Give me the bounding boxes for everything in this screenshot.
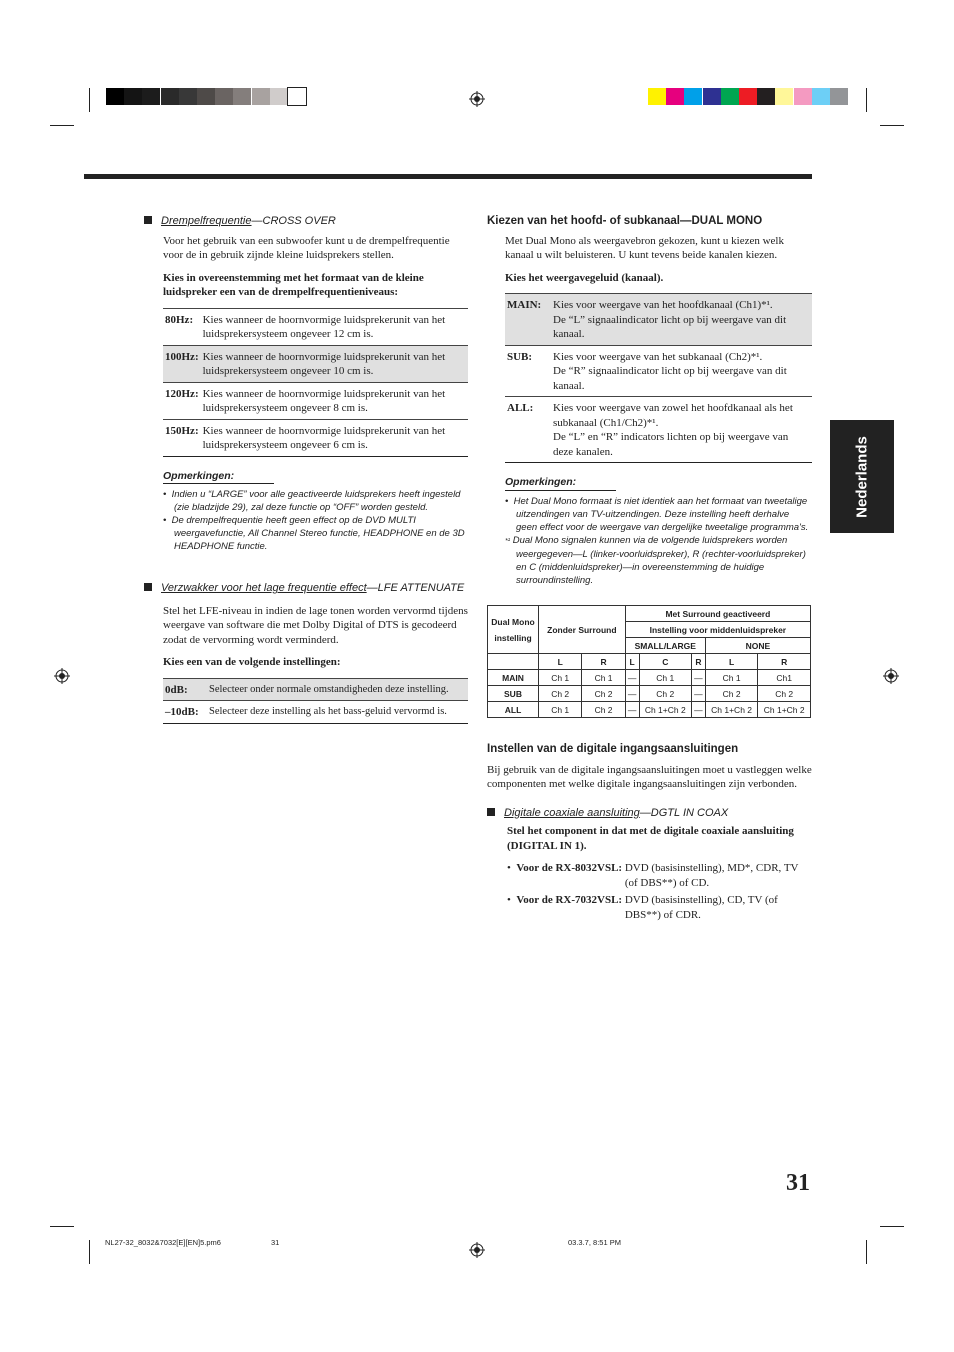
registration-mark-icon — [469, 1242, 485, 1258]
table-cell: Ch 1 — [639, 670, 692, 686]
digital-input-intro: Bij gebruik van de digitale ingangsaansluitingen moet u vastleggen welke componenten met welke digitale ingangsaansluitingen zijn verbonden. — [487, 763, 812, 790]
table-cell: Ch 1+Ch 2 — [639, 702, 692, 718]
option-text: Kies voor weergave van zowel het hoofdkanaal als het subkanaal (Ch1/Ch2)*¹. — [553, 402, 793, 429]
crop-mark — [50, 1226, 74, 1227]
dgtl-in-coax-heading — [487, 806, 812, 821]
option-text: Kies wanneer de hoornvormige luidsprekerunit van het luidsprekersysteem ongeveer 12 cm is. — [201, 308, 468, 345]
option-text: Kies wanneer de hoornvormige luidsprekerunit van het luidsprekersysteem ongeveer 6 cm is. — [201, 419, 468, 456]
row-label: SUB — [488, 686, 539, 702]
option-key: 80Hz: — [163, 308, 201, 345]
crossover-options-table — [163, 308, 468, 457]
table-cell: Ch 2 — [582, 686, 625, 702]
table-header-text: instelling — [494, 632, 532, 643]
option-row — [163, 701, 468, 724]
color-swatch — [252, 88, 270, 105]
color-swatch — [666, 88, 684, 105]
registration-mark-icon — [883, 668, 899, 684]
option-key: 100Hz: — [163, 345, 201, 382]
surround-mapping-table — [487, 605, 811, 718]
option-text: Kies wanneer de hoornvormige luidsprekerunit van het luidsprekersysteem ongeveer 8 cm is. — [201, 382, 468, 419]
color-swatch — [703, 88, 721, 105]
lfe-options-table — [163, 678, 468, 724]
option-key: MAIN: — [505, 294, 551, 346]
color-swatch — [721, 88, 739, 105]
table-header — [488, 606, 539, 654]
table-cell: Ch 1 — [539, 702, 582, 718]
table-cell: Ch 1 — [705, 670, 758, 686]
header-rule — [84, 174, 812, 179]
row-label: MAIN — [488, 670, 539, 686]
option-text-cell — [551, 345, 812, 397]
note-item: • Het Dual Mono formaat is niet identiek aan het formaat van tweetalige uitzendingen van TV-uitzendingen. Deze instelling heeft derhalve geen effect voor de weergave van dergelijke tweetalige programma's. — [505, 495, 809, 533]
table-cell: — — [625, 702, 639, 718]
footer-file: NL27-32_8032&7032[E][EN]5.pm6 — [105, 1238, 221, 1247]
table-header: NONE — [705, 638, 810, 654]
model-key: Voor de RX-8032VSL: — [516, 862, 623, 874]
table-cell: Ch 1 — [539, 670, 582, 686]
table-cell: — — [625, 670, 639, 686]
cross-over-instruction: Kies in overeenstemming met het formaat van de kleine luidspreker een van de drempelfrequentieniveaus: — [163, 271, 424, 298]
color-swatch — [215, 88, 233, 105]
lfe-instruction: Kies een van de volgende instellingen: — [163, 656, 341, 668]
cross-over-heading — [144, 214, 468, 229]
table-header-text: Dual Mono — [491, 616, 535, 627]
option-text-cell — [551, 397, 812, 463]
column-header: L — [625, 654, 639, 670]
lfe-title: Verzwakker voor het lage frequentie effect — [161, 582, 367, 594]
color-swatch — [124, 88, 142, 105]
color-swatch — [142, 88, 160, 105]
color-swatch — [197, 88, 215, 105]
option-text-2: De “L” en “R” indicators lichten op bij weergave van deze kanalen. — [553, 431, 789, 458]
option-text-2: De “L” signaalindicator licht op bij weergave van dit kanaal. — [553, 313, 787, 340]
cross-over-title-suffix: —CROSS OVER — [251, 215, 336, 227]
option-row — [505, 345, 812, 397]
cross-over-intro: Voor het gebruik van een subwoofer kunt u de drempelfrequentie voor de in gebruik zijnde kleine luidsprekers stellen. — [163, 234, 450, 261]
language-tab — [830, 420, 894, 533]
note-item: • Indien u “LARGE” voor alle geactiveerde luidsprekers heeft ingesteld (zie bladzijde 29), zal deze functie op “OFF” worden gesteld. — [163, 489, 461, 513]
lfe-intro: Stel het LFE-niveau in indien de lage tonen worden vervormd tijdens weergave van software die met Dolby Digital of DTS is gecodeerd zodat de vervorming wordt verminderd. — [163, 604, 468, 646]
registration-mark-icon — [54, 668, 70, 684]
table-cell: Ch 1 — [582, 670, 625, 686]
crop-mark — [50, 125, 74, 126]
square-bullet-icon — [487, 808, 495, 816]
crop-mark — [89, 88, 90, 112]
color-swatch — [794, 88, 812, 105]
table-cell — [488, 654, 539, 670]
option-row — [505, 294, 812, 346]
color-swatch — [106, 88, 124, 105]
row-label: ALL — [488, 702, 539, 718]
digital-input-heading: Instellen van de digitale ingangsaansluitingen — [487, 743, 739, 755]
color-swatch — [233, 88, 251, 105]
table-row — [488, 670, 811, 686]
table-cell: — — [692, 670, 706, 686]
square-bullet-icon — [144, 583, 152, 591]
option-text: Kies wanneer de hoornvormige luidsprekerunit van het luidsprekersysteem ongeveer 10 cm is. — [201, 345, 468, 382]
table-header: Instelling voor middenluidspreker — [625, 622, 810, 638]
column-header: R — [758, 654, 811, 670]
note-text: Dual Mono signalen kunnen via de volgende luidsprekers worden weergegeven—L (linker-voorluidspreker), R (rechter-voorluidspreker) en C (middenluidspreker)—in overeenstemming de huidige surroundinstelling. — [512, 534, 806, 586]
table-cell: — — [692, 686, 706, 702]
color-swatch — [812, 88, 830, 105]
crop-mark — [880, 1226, 904, 1227]
dual-mono-heading: Kiezen van het hoofd- of subkanaal—DUAL MONO — [487, 215, 763, 227]
dual-mono-options-table — [505, 293, 812, 463]
color-swatch — [270, 88, 288, 105]
color-swatch — [830, 88, 848, 105]
square-bullet-icon — [144, 216, 152, 224]
table-header: Met Surround geactiveerd — [625, 606, 810, 622]
crop-mark — [89, 1240, 90, 1264]
note-item — [505, 534, 812, 587]
color-swatch — [739, 88, 757, 105]
note-text: Indien u “LARGE” voor alle geactiveerde luidsprekers heeft ingesteld (zie bladzijde 29), zal deze functie op “OFF” worden gesteld. — [171, 489, 461, 513]
model-item: • Voor de RX-8032VSL: DVD (basisinstelling), MD*, CDR, TV (of DBS**) of CD. — [507, 861, 812, 890]
table-cell: Ch1 — [758, 670, 811, 686]
cross-over-title: Drempelfrequentie — [161, 215, 252, 227]
option-row — [163, 678, 468, 701]
dual-mono-intro: Met Dual Mono als weergavebron gekozen, kunt u kiezen welk kanaal u wilt beluisteren. U kunt tevens beide kanalen kiezen. — [505, 234, 784, 261]
left-column — [144, 214, 468, 724]
note-text: Het Dual Mono formaat is niet identiek aan het formaat van tweetalige uitzendingen van TV-uitzendingen. Deze instelling heeft derhalve geen effect voor de weergave van dergelijke tweetalige programma's. — [513, 495, 809, 533]
option-row — [505, 397, 812, 463]
registration-mark-icon — [469, 91, 485, 107]
table-header: Zonder Surround — [539, 606, 626, 654]
option-key: 0dB: — [163, 678, 207, 701]
right-column — [487, 214, 812, 587]
table-cell: — — [692, 702, 706, 718]
color-swatch — [684, 88, 702, 105]
crop-mark — [880, 125, 904, 126]
option-text: Kies voor weergave van het hoofdkanaal (Ch1)*¹. — [553, 299, 773, 311]
footer-page: 31 — [271, 1238, 280, 1247]
note-text: De drempelfrequentie heeft geen effect op de DVD MULTI weergavefunctie, All Channel Stereo functie, HEADPHONE en de 3D HEADPHONE functie. — [171, 515, 465, 552]
dual-mono-instruction: Kies het weergavegeluid (kanaal). — [505, 271, 664, 284]
option-text-cell — [551, 294, 812, 346]
table-cell: Ch 2 — [639, 686, 692, 702]
option-text-2: De “R” signaalindicator licht op bij weergave van dit kanaal. — [553, 365, 787, 392]
model-text: DVD (basisinstelling), CD, TV (of DBS**) of CDR. — [624, 894, 778, 921]
column-header: R — [692, 654, 706, 670]
table-cell: Ch 2 — [539, 686, 582, 702]
model-item: • Voor de RX-7032VSL: DVD (basisinstelling), CD, TV (of DBS**) of CDR. — [507, 893, 812, 922]
option-row — [163, 308, 468, 345]
table-row — [488, 686, 811, 702]
table-cell: Ch 2 — [582, 702, 625, 718]
column-header: L — [539, 654, 582, 670]
option-key: SUB: — [505, 345, 551, 397]
notes-title: Opmerkingen: — [163, 469, 274, 485]
digital-input-section — [487, 742, 812, 922]
model-text: DVD (basisinstelling), MD*, CDR, TV (of DBS**) of CD. — [624, 862, 799, 889]
option-key: 120Hz: — [163, 382, 201, 419]
option-text: Selecteer onder normale omstandigheden deze instelling. — [207, 678, 468, 701]
model-key: Voor de RX-7032VSL: — [516, 894, 623, 906]
option-row — [163, 382, 468, 419]
color-swatch — [161, 88, 179, 105]
notes-title: Opmerkingen: — [505, 475, 616, 491]
page-number: 31 — [786, 1170, 810, 1196]
option-key: ALL: — [505, 397, 551, 463]
note-item: • De drempelfrequentie heeft geen effect op de DVD MULTI weergavefunctie, All Channel Stereo functie, HEADPHONE en de 3D HEADPHONE functie. — [163, 515, 465, 552]
color-swatch — [288, 88, 306, 105]
footer-date: 03.3.7, 8:51 PM — [568, 1238, 621, 1247]
color-swatch — [757, 88, 775, 105]
option-text: Selecteer deze instelling als het bass-geluid vervormd is. — [207, 701, 468, 724]
table-cell: Ch 2 — [758, 686, 811, 702]
column-header: R — [582, 654, 625, 670]
coax-title-suffix: —DGTL IN COAX — [639, 806, 729, 819]
lfe-title-suffix: —LFE ATTENUATE — [366, 582, 465, 594]
crop-mark — [866, 88, 867, 112]
coax-instruction: Stel het component in dat met de digitale coaxiale aansluiting (DIGITAL IN 1). — [507, 825, 794, 852]
table-row — [488, 702, 811, 718]
table-cell: — — [625, 686, 639, 702]
option-row — [163, 345, 468, 382]
option-key: 150Hz: — [163, 419, 201, 456]
table-cell: Ch 2 — [705, 686, 758, 702]
column-header: C — [639, 654, 692, 670]
coax-title: Digitale coaxiale aansluiting — [504, 806, 640, 819]
footnote-mark: *¹ — [505, 537, 511, 545]
table-cell: Ch 1+Ch 2 — [758, 702, 811, 718]
option-text: Kies voor weergave van het subkanaal (Ch2)*¹. — [553, 350, 763, 363]
color-swatch — [648, 88, 666, 105]
table-header: SMALL/LARGE — [625, 638, 705, 654]
option-key: –10dB: — [163, 701, 207, 724]
column-header: L — [705, 654, 758, 670]
color-swatch — [179, 88, 197, 105]
table-cell: Ch 1+Ch 2 — [705, 702, 758, 718]
language-tab-label: Nederlands — [853, 435, 871, 518]
crop-mark — [866, 1240, 867, 1264]
color-swatch — [775, 88, 793, 105]
lfe-attenuate-heading — [144, 581, 468, 596]
option-row — [163, 419, 468, 456]
